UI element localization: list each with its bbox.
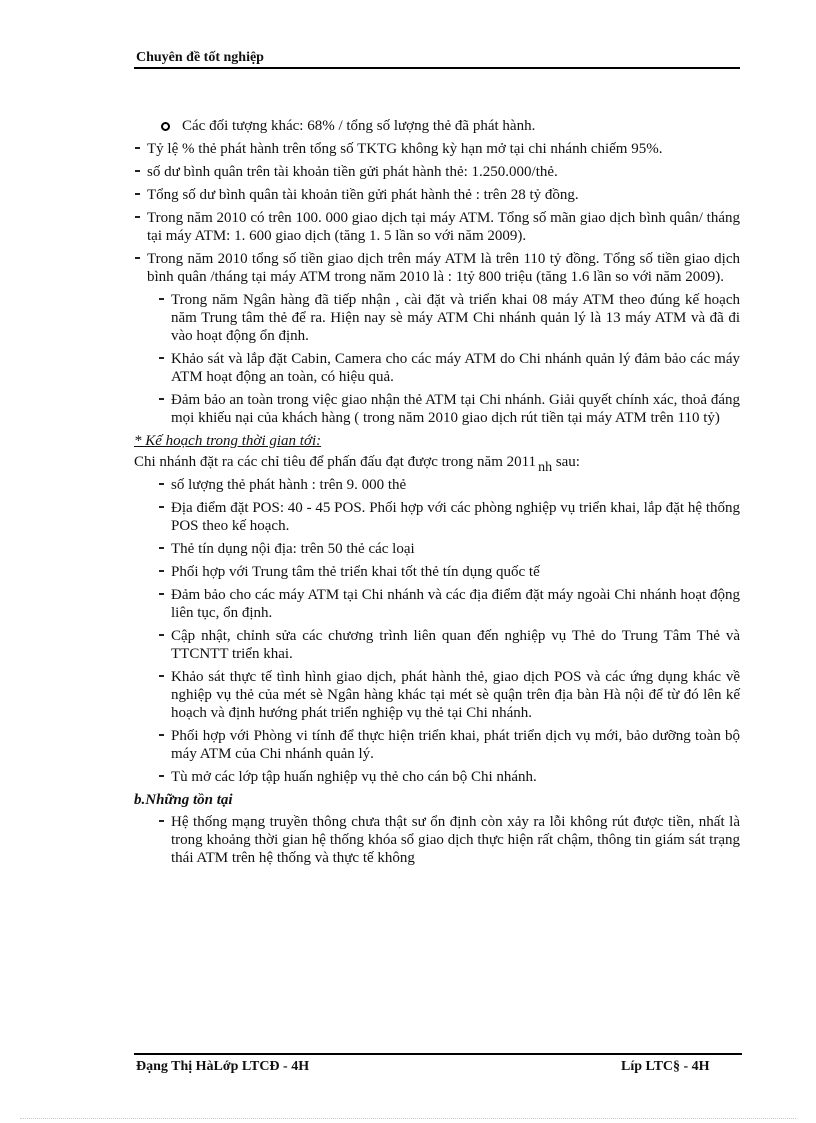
list-item — [134, 209, 740, 245]
dash-bullet-icon — [135, 193, 140, 195]
plan-intro-paragraph — [134, 453, 740, 475]
dash-bullet-icon — [159, 775, 164, 777]
list-item-text: số lượng thẻ phát hành : trên 9. 000 thẻ — [171, 477, 407, 493]
list-item — [134, 813, 740, 867]
list-item — [134, 163, 740, 181]
list-item-text: Cập nhật, chỉnh sửa các chương trình liên quan đến nghiệp vụ Thẻ do Trung Tâm Thẻ và TTCNTT triển khai. — [171, 628, 740, 662]
document-body — [134, 117, 740, 872]
list-item — [134, 250, 740, 286]
circle-bullet-icon — [161, 122, 170, 131]
footer-class: Líp LTC§ - 4H — [621, 1059, 710, 1074]
dash-bullet-icon — [135, 257, 140, 259]
list-item — [134, 291, 740, 345]
footer-rule — [134, 1053, 742, 1055]
list-item — [134, 476, 740, 494]
list-item-text: Khảo sát và lắp đặt Cabin, Camera cho các máy ATM do Chi nhánh quản lý đảm bảo các máy ATM hoạt động an toàn, có hiệu quả. — [171, 351, 740, 385]
list-item-text: Trong năm Ngân hàng đã tiếp nhận , cài đặt và triển khai 08 máy ATM theo đúng kế hoạch năm Trung tâm thẻ để ra. Hiện nay sè máy ATM Chi nhánh quản lý là 13 máy ATM và đã đi vào hoạt động ổn định. — [171, 292, 740, 344]
list-item — [134, 563, 740, 581]
list-item — [134, 727, 740, 763]
list-item-text: Trong năm 2010 có trên 100. 000 giao dịch tại máy ATM. Tổng số mãn giao dịch bình quân/ tháng tại máy ATM: 1. 600 giao dịch (tăng 1. 5 lần so với năm 2009). — [147, 210, 740, 244]
dash-bullet-icon — [159, 675, 164, 677]
dash-bullet-icon — [159, 357, 164, 359]
list-item-text: Tổng số dư bình quân tài khoản tiền gửi phát hành thẻ : trên 28 tỷ đồng. — [147, 187, 579, 203]
dash-bullet-icon — [159, 820, 164, 822]
dash-bullet-icon — [159, 734, 164, 736]
dash-bullet-icon — [159, 634, 164, 636]
plan-intro-text: Chi nhánh đặt ra các chỉ tiêu để phấn đấu đạt được trong năm 2011 — [134, 454, 537, 470]
list-item — [134, 391, 740, 427]
list-item-text: Các đối tượng khác: 68% / tổng số lượng thẻ đã phát hành. — [182, 118, 536, 134]
dash-bullet-icon — [135, 216, 140, 218]
dash-bullet-icon — [159, 506, 164, 508]
list-item-text: Tù mở các lớp tập huấn nghiệp vụ thẻ cho cán bộ Chi nhánh. — [171, 769, 537, 785]
list-item — [134, 586, 740, 622]
dash-bullet-icon — [159, 483, 164, 485]
dash-bullet-icon — [159, 570, 164, 572]
list-item — [134, 768, 740, 786]
list-item — [134, 627, 740, 663]
section-heading-b: b.Những tồn tại — [134, 792, 233, 808]
list-item-text: Hệ thống mạng truyền thông chưa thật sư ổn định còn xảy ra lỗi không rút được tiền, nhất là trong khoảng thời gian hệ thống khóa sổ giao dịch thực hiện rất chậm, thông tin giám sát trạng thái ATM trên hệ thống và thực tế không — [171, 814, 740, 866]
dash-bullet-icon — [159, 398, 164, 400]
list-item-text: Đảm bảo cho các máy ATM tại Chi nhánh và các địa điểm đặt máy ngoài Chi nhánh hoạt động liên tục, ổn định. — [171, 587, 740, 621]
list-item-text: Phối hợp với Phòng vi tính để thực hiện triển khai, phát triển dịch vụ mới, bảo dưỡng toàn bộ máy ATM của Chi nhánh quản lý. — [171, 728, 740, 762]
list-item-text: Thẻ tín dụng nội địa: trên 50 thẻ các loại — [171, 541, 415, 557]
list-item — [134, 668, 740, 722]
header-title: Chuyên đề tốt nghiệp — [136, 50, 264, 65]
plan-intro-tail: sau: — [555, 454, 580, 470]
list-item-text: số dư bình quân trên tài khoản tiền gửi phát hành thẻ: 1.250.000/thẻ. — [147, 164, 558, 180]
footer-author: Đạng Thị HàLớp LTCĐ - 4H — [136, 1059, 310, 1074]
dash-bullet-icon — [135, 170, 140, 172]
section-heading-plan: * Kế hoạch trong thời gian tới: — [134, 433, 322, 449]
list-item-text: Khảo sát thực tế tình hình giao dịch, phát hành thẻ, giao dịch POS và các ứng dụng khác về nghiệp vụ thẻ của mét sè Ngân hàng khác tại mét sè quận trên địa bàn Hà nội để từ đó lên kế hoạch và định hướng phát triển nghiệp vụ thẻ tại Chi nhánh. — [171, 669, 740, 721]
list-item-text: Địa điểm đặt POS: 40 - 45 POS. Phối hợp với các phòng nghiệp vụ triển khai, lắp đặt hệ thống POS theo kế hoạch. — [171, 500, 740, 534]
list-item — [134, 140, 740, 158]
list-item-text: Tỷ lệ % thẻ phát hành trên tổng số TKTG không kỳ hạn mở tại chi nhánh chiếm 95%. — [147, 141, 663, 157]
dash-bullet-icon — [159, 593, 164, 595]
list-item-text: Phối hợp với Trung tâm thẻ triển khai tốt thẻ tín dụng quốc tế — [171, 564, 540, 580]
header-rule — [134, 67, 740, 69]
dash-bullet-icon — [135, 147, 140, 149]
dash-bullet-icon — [159, 298, 164, 300]
list-item — [134, 540, 740, 558]
list-item-text: Đảm bảo an toàn trong việc giao nhận thẻ ATM tại Chi nhánh. Giải quyết chính xác, thoả đáng mọi khiếu nại của khách hàng ( trong năm 2010 giao dịch rút tiền tại máy ATM trên 110 tỷ) — [171, 392, 740, 426]
page-edge-divider — [20, 1118, 796, 1119]
list-item-text: Trong năm 2010 tổng số tiền giao dịch trên máy ATM là trên 110 tỷ đồng. Tổng số tiền giao dịch bình quân /tháng tại máy ATM trong năm 2010 là : 1tỷ 800 triệu (tăng 1.6 lần so với năm 2009). — [147, 251, 740, 285]
list-item — [134, 117, 740, 135]
dash-bullet-icon — [159, 547, 164, 549]
list-item — [134, 499, 740, 535]
list-item — [134, 186, 740, 204]
list-item — [134, 350, 740, 386]
plan-intro-subscript: nh — [538, 460, 553, 475]
